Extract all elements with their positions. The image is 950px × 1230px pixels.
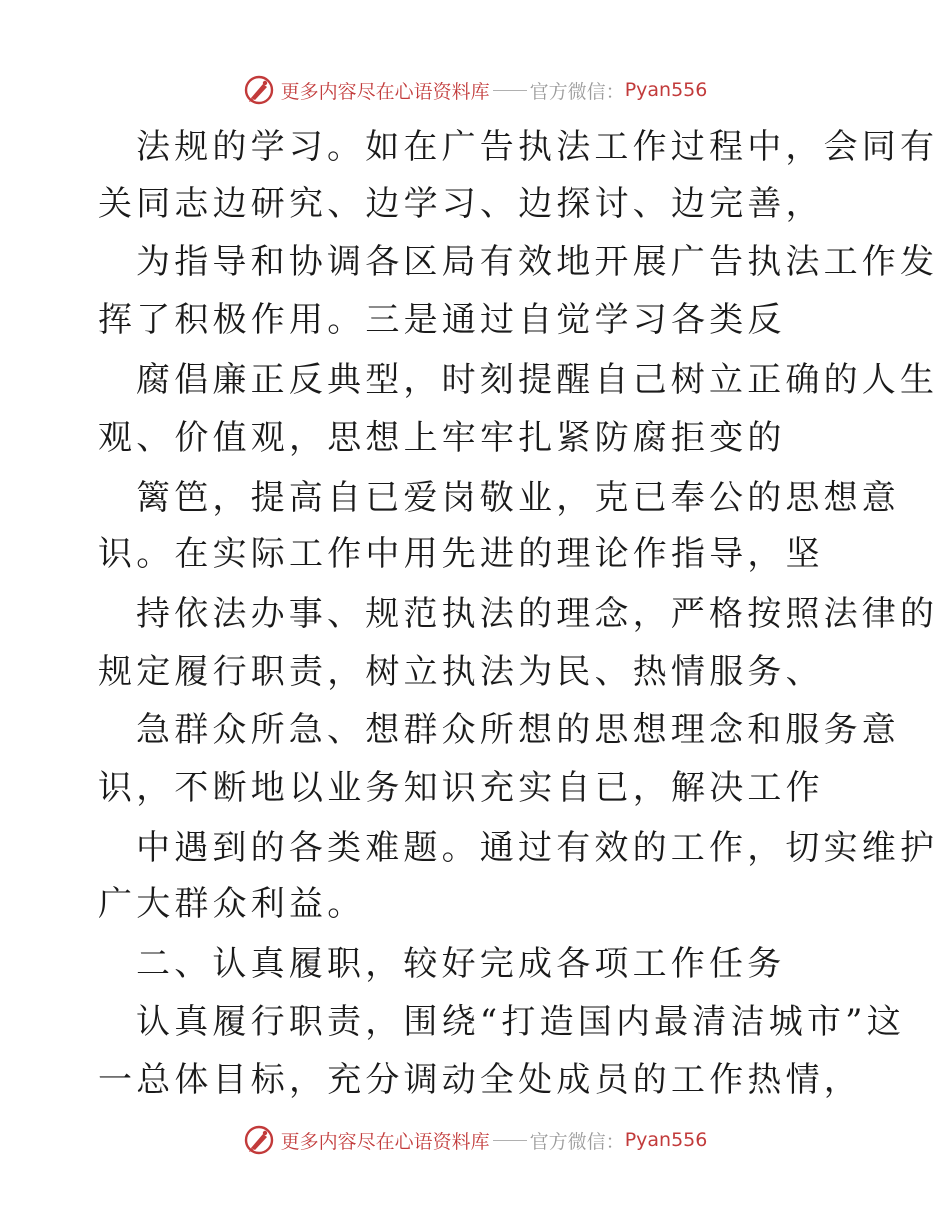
text-line: 认真履行职责，围绕“打造国内最清洁城市”这 [136, 1002, 905, 1042]
text-line: 识。在实际工作中用先进的理论作指导，坚 [98, 534, 824, 574]
text-line: 法规的学习。如在广告执法工作过程中，会同有 [136, 127, 939, 167]
footer-banner [0, 1120, 950, 1160]
text-line: 急群众所急、想群众所想的思想理念和服务意 [136, 710, 900, 750]
banner-title: 更多内容尽在心语资料库 [280, 80, 490, 103]
banner-wechat-id: Pyan556 [624, 79, 708, 101]
banner-wechat-label: 官方微信： [529, 1130, 625, 1153]
banner-title: 更多内容尽在心语资料库 [280, 1130, 490, 1153]
banner-divider [493, 1140, 527, 1141]
text-line: 广大群众利益。 [98, 884, 366, 924]
text-line: 持依法办事、规范执法的理念，严格按照法律的 [136, 594, 939, 634]
text-line: 篱笆，提高自已爱岗敬业，克已奉公的思想意 [136, 478, 900, 518]
text-line: 中遇到的各类难题。通过有效的工作，切实维护 [136, 828, 939, 868]
text-line: 为指导和协调各区局有效地开展广告执法工作发 [136, 242, 939, 282]
banner-wechat-label: 官方微信： [529, 80, 625, 103]
text-line: 一总体目标，充分调动全处成员的工作热情， [98, 1060, 862, 1100]
pen-logo-icon [243, 1124, 275, 1156]
text-line: 腐倡廉正反典型，时刻提醒自己树立正确的人生 [136, 360, 939, 400]
text-line: 规定履行职责，树立执法为民、热情服务、 [98, 652, 824, 692]
banner-wechat-id: Pyan556 [624, 1129, 708, 1151]
text-line: 识，不断地以业务知识充实自已，解决工作 [98, 768, 824, 808]
text-line: 观、价值观，思想上牢牢扎紧防腐拒变的 [98, 418, 786, 458]
section-heading: 二、认真履职，较好完成各项工作任务 [136, 944, 786, 984]
text-line: 挥了积极作用。三是通过自觉学习各类反 [98, 300, 786, 340]
text-line: 关同志边研究、边学习、边探讨、边完善， [98, 184, 824, 224]
